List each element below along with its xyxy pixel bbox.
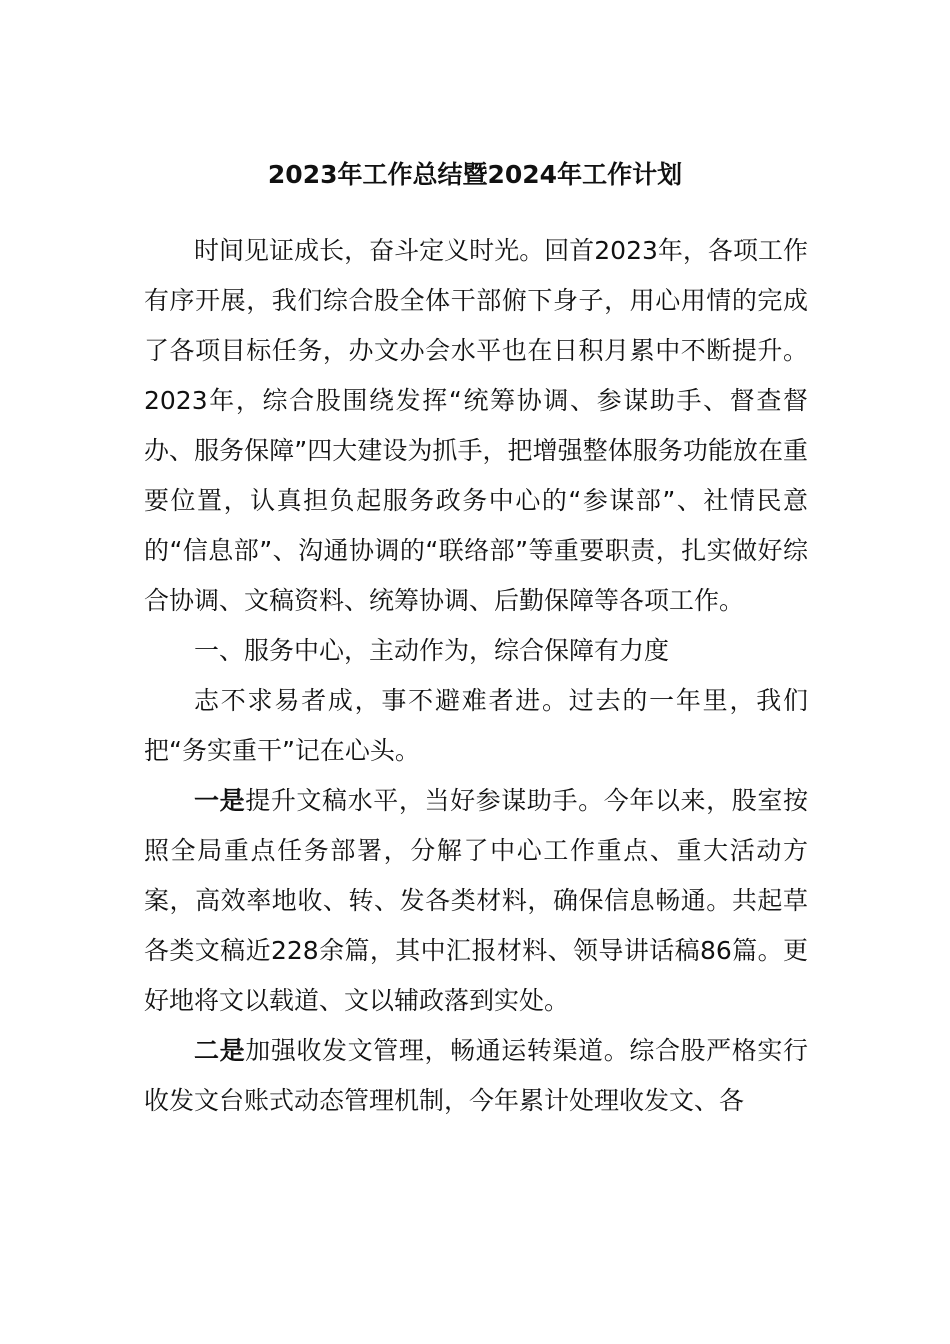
paragraph-point-2 [144, 1026, 808, 1126]
section-heading-text: 一、服务中心，主动作为，综合保障有力度 [194, 636, 670, 665]
paragraph-text: 志不求易者成，事不避难者进。过去的一年里，我们把“务实重干”记在心头。 [144, 686, 808, 765]
paragraph-point-1 [144, 776, 808, 1026]
paragraph-lead: 一是 [194, 786, 246, 815]
section-heading-1 [144, 626, 808, 676]
paragraph-lead: 二是 [194, 1036, 246, 1065]
document-title: 2023年工作总结暨2024年工作计划 [267, 160, 683, 189]
paragraph-intro [144, 226, 808, 626]
paragraph-text: 时间见证成长，奋斗定义时光。回首2023年，各项工作有序开展，我们综合股全体干部俯下身子，用心用情的完成了各项目标任务，办文办会水平也在日积月累中不断提升。2023年，综合股围绕发挥“统筹协调、参谋助手、督查督办、服务保障”四大建设为抓手，把增强整体服务功能放在重要位置，认真担负起服务政务中心的“参谋部”、社情民意的“信息部”、沟通协调的“联络部”等重要职责，扎实做好综合协调、文稿资料、统筹协调、后勤保障等各项工作。 [144, 236, 808, 615]
paragraph-text: 提升文稿水平，当好参谋助手。今年以来，股室按照全局重点任务部署，分解了中心工作重点、重大活动方案，高效率地收、转、发各类材料，确保信息畅通。共起草各类文稿近228余篇，其中汇报材料、领导讲话稿86篇。更好地将文以载道、文以辅政落到实处。 [144, 786, 808, 1015]
document-body [144, 226, 808, 1126]
paragraph-text: 加强收发文管理，畅通运转渠道。综合股严格实行收发文台账式动态管理机制，今年累计处理收发文、各 [144, 1036, 808, 1115]
paragraph-section-intro [144, 676, 808, 776]
